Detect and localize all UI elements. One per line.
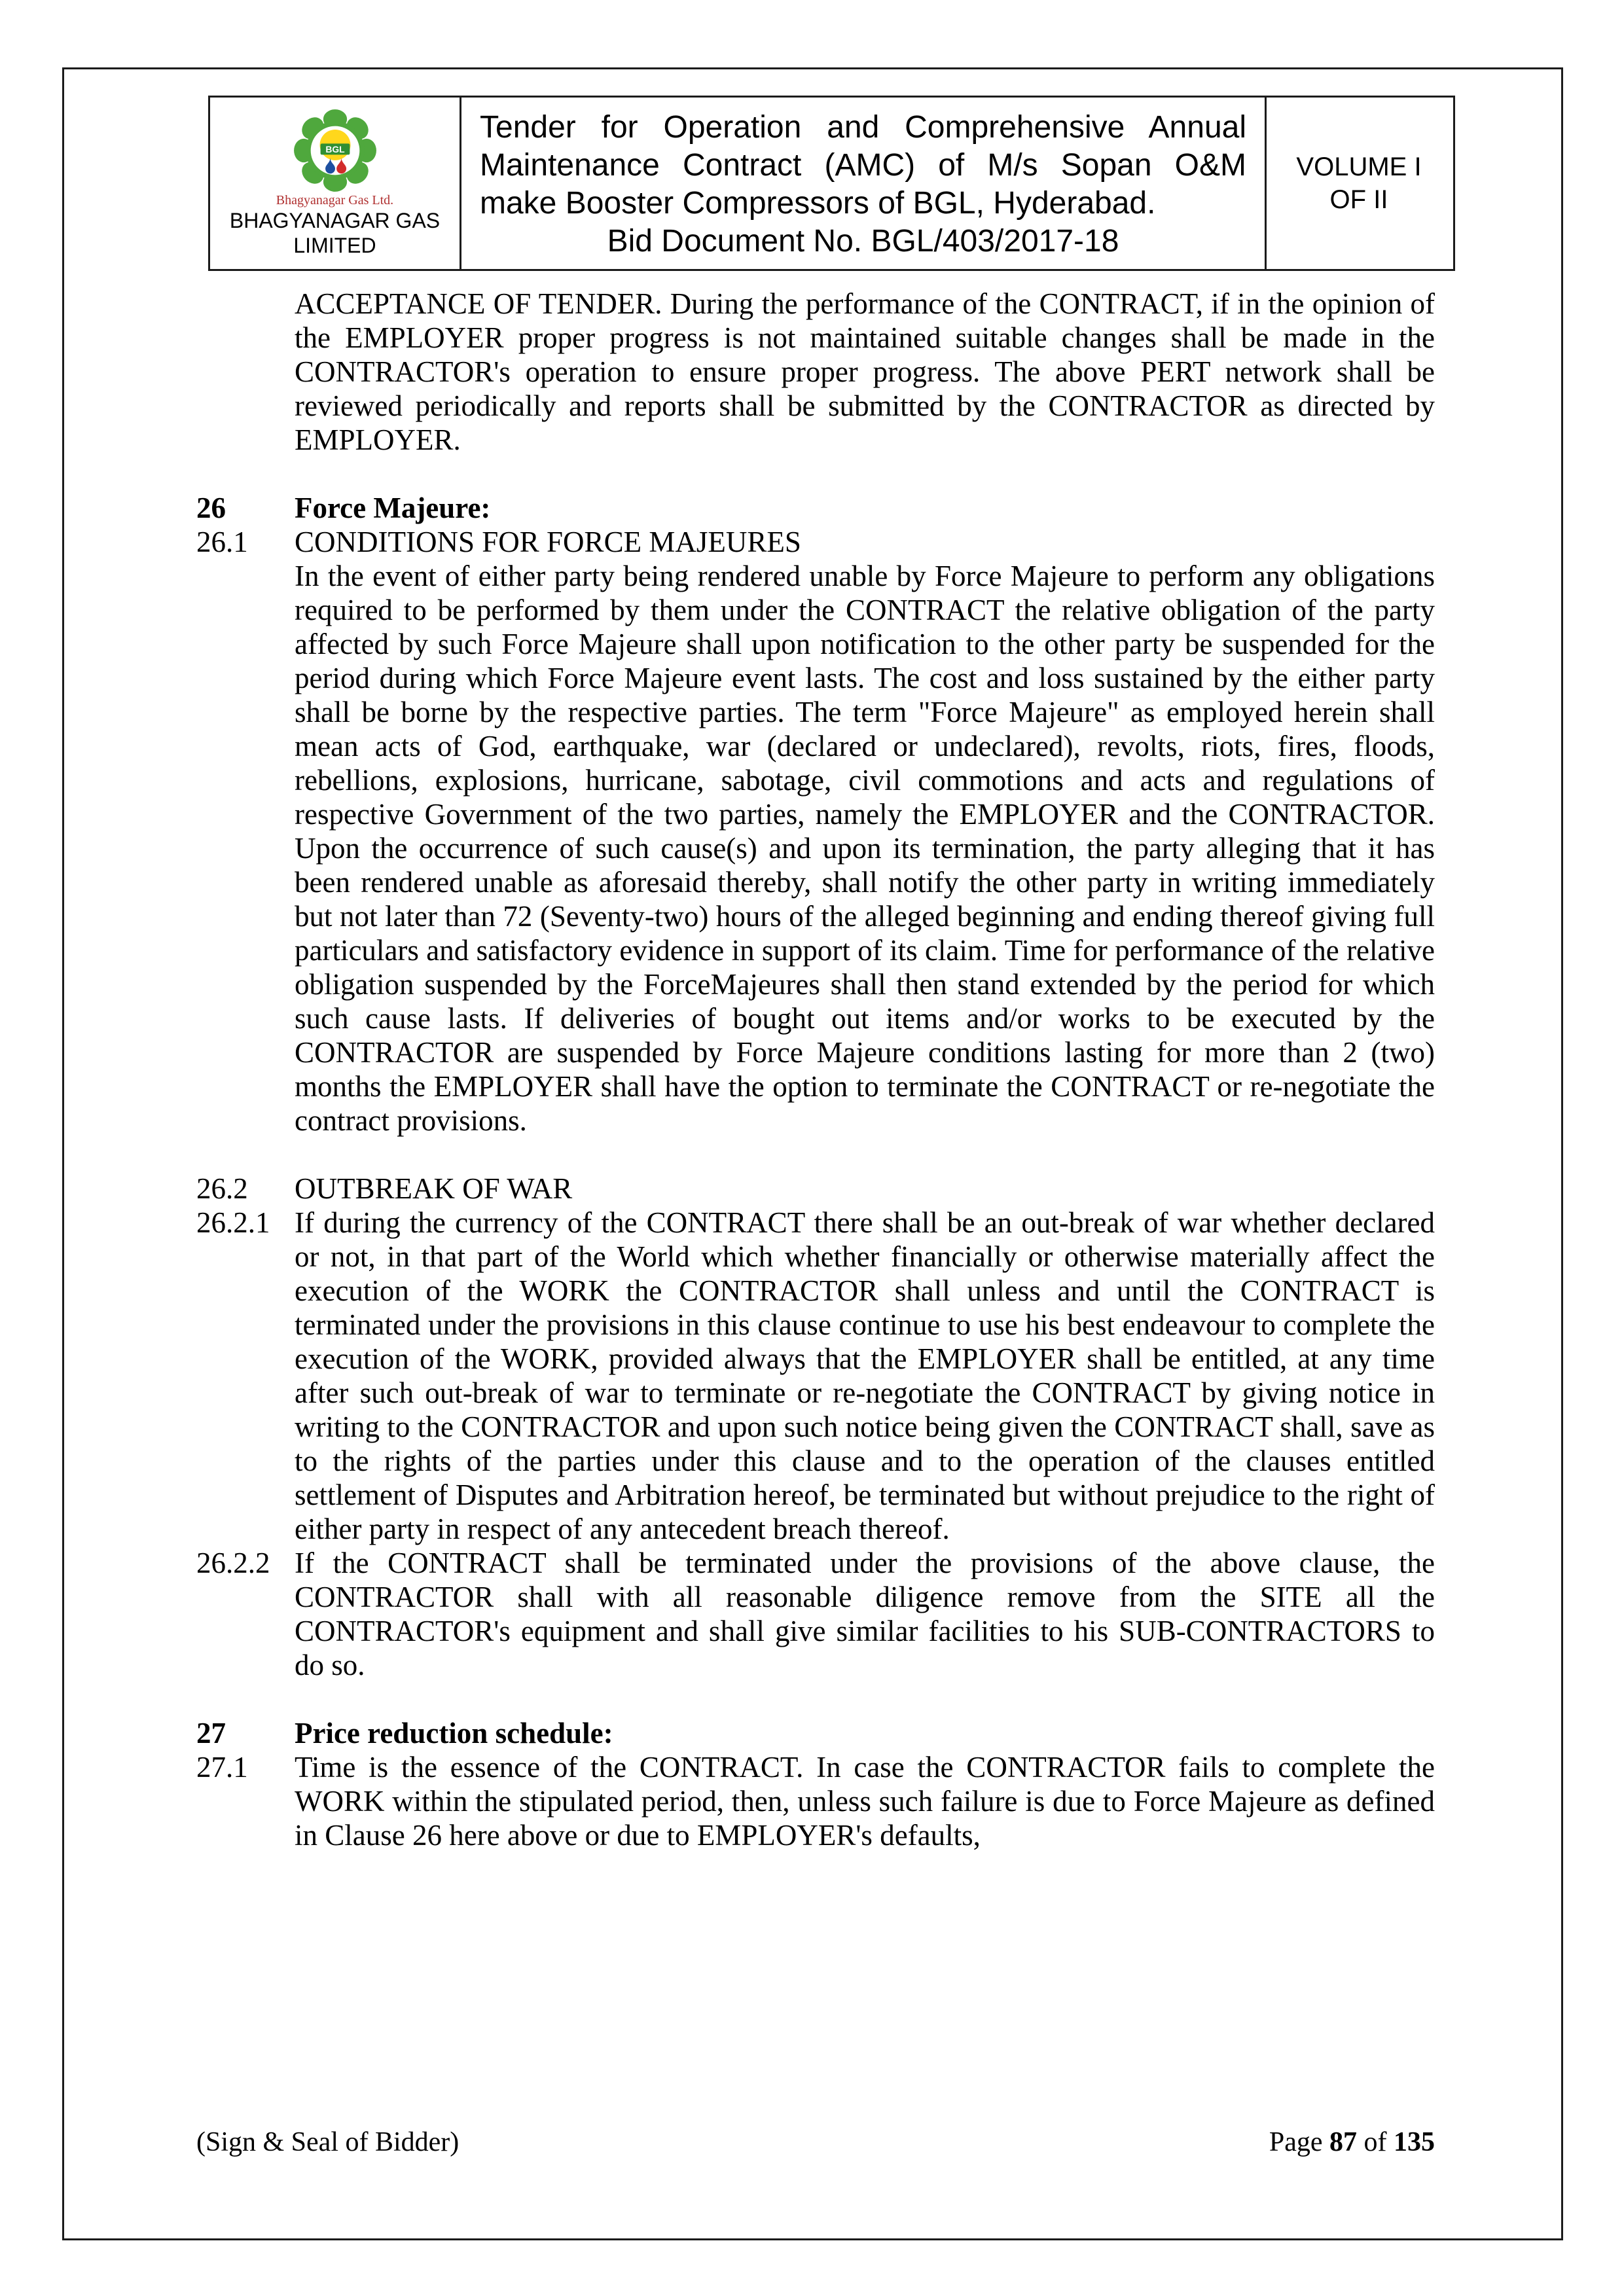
clause-26-1-text: In the event of either party being rendered unable by Force Majeure to perform any obligations required to be performed by them under the CONTRACT the relative obligation of the party affected by such Force Majeure shall upon notification to the other party be suspended for the period during which Force Majeure event lasts. The cost and loss sustained by the either party shall be borne by the respective parties. The term "Force Majeure" as employed herein shall mean acts of God, earthquake, war (declared or undeclared), revolts, riots, fires, floods, rebellions, explosions, hurricane, sabotage, civil commotions and acts and regulations of respective Government of the two parties, namely the EMPLOYER and the CONTRACTOR. Upon the occurrence of such cause(s) and upon its termination, the party alleging that it has been rendered unable as aforesaid thereby, shall notify the other party in writing immediately but not later than 72 (Seventy-two) hours of the alleged beginning and ending thereof giving full particulars and satisfactory evidence in support of its claim. Time for performance of the relative obligation suspended by the ForceMajeures shall then stand extended by the period for which such cause lasts. If deliveries of bought out items and/or works to be executed by the CONTRACTOR are suspended by Force Majeure conditions lasting for more than 2 (two) months the EMPLOYER shall have the option to terminate the CONTRACT or re-negotiate the contract provisions. bbox=[295, 560, 1435, 1137]
clause-26-1-heading bbox=[196, 525, 1435, 559]
clause-26-2-2 bbox=[196, 1546, 1435, 1682]
bgl-logo-icon bbox=[293, 109, 377, 192]
tender-title-line3: make Booster Compressors of BGL, Hyderabad. bbox=[480, 186, 1156, 221]
clause-26-2-2-number: 26.2.2 bbox=[196, 1547, 270, 1579]
sign-seal-note: (Sign & Seal of Bidder) bbox=[196, 2127, 460, 2157]
clause-26-2-number: 26.2 bbox=[196, 1172, 248, 1205]
clause-27-1-text: Time is the essence of the CONTRACT. In case the CONTRACTOR fails to complete the WORK within the stipulated period, then, unless such failure is due to Force Majeure as defined in Clause 26 here above or due to EMPLOYER's defaults, bbox=[295, 1751, 1435, 1852]
clause-26-2-1 bbox=[196, 1206, 1435, 1546]
page-label: Page bbox=[1269, 2127, 1329, 2157]
clause-26-2-1-number: 26.2.1 bbox=[196, 1206, 270, 1239]
clause-26-2-1-text: If during the currency of the CONTRACT there shall be an out-break of war whether declared or not, in that part of the World which whether financially or otherwise materially affect the execution of the WORK the CONTRACTOR shall unless and until the CONTRACT is terminated under the provisions in this clause continue to use his best endeavour to complete the execution of the WORK, provided always that the EMPLOYER shall be entitled, at any time after such out-break of war to terminate or re-negotiate the CONTRACT by giving notice in writing to the CONTRACTOR and upon such notice being given the CONTRACT shall, save as to the rights of the parties under this clause and to the operation of the clauses entitled settlement of Disputes and Arbitration hereof, be terminated but without prejudice to the right of either party in respect of any antecedent breach thereof. bbox=[295, 1206, 1435, 1545]
document-header bbox=[208, 96, 1455, 271]
clause-26-2-title: OUTBREAK OF WAR bbox=[295, 1172, 573, 1205]
page-number-indicator bbox=[1269, 2126, 1435, 2159]
page-footer bbox=[196, 2126, 1435, 2159]
clause-27-1 bbox=[196, 1750, 1435, 1852]
clause-26-1-title: CONDITIONS FOR FORCE MAJEURES bbox=[295, 526, 801, 558]
clause-26-1-number: 26.1 bbox=[196, 526, 248, 558]
section-26-number: 26 bbox=[196, 492, 226, 524]
logo-cell bbox=[210, 98, 461, 269]
page-of-label: of bbox=[1357, 2127, 1394, 2157]
company-name-line2: LIMITED bbox=[293, 234, 376, 257]
page-total: 135 bbox=[1394, 2127, 1435, 2157]
tender-title-line1: Tender for Operation and Comprehensive Annual bbox=[480, 110, 1246, 145]
clause-26-2-2-text: If the CONTRACT shall be terminated under the provisions of the above clause, the CONTRACTOR shall with all reasonable diligence remove from the SITE all the CONTRACTOR's equipment and shall give similar facilities to his SUB-CONTRACTORS to do so. bbox=[295, 1547, 1435, 1681]
section-26-heading bbox=[196, 491, 1435, 525]
volume-line2: OF II bbox=[1329, 185, 1388, 214]
company-name-line1: BHAGYANAGAR GAS bbox=[229, 209, 441, 232]
section-26-title: Force Majeure: bbox=[295, 492, 491, 524]
section-27-number: 27 bbox=[196, 1717, 226, 1749]
section-27-title: Price reduction schedule: bbox=[295, 1717, 613, 1749]
document-body bbox=[196, 287, 1435, 1852]
logo-tagline: Bhagyanagar Gas Ltd. bbox=[276, 193, 394, 207]
clause-26-2-heading bbox=[196, 1172, 1435, 1206]
tender-title-cell bbox=[461, 98, 1267, 269]
volume-cell bbox=[1267, 98, 1451, 269]
page-current: 87 bbox=[1329, 2127, 1357, 2157]
section-27-heading bbox=[196, 1716, 1435, 1750]
paragraph-acceptance-of-tender: ACCEPTANCE OF TENDER. During the performance of the CONTRACT, if in the opinion of the EMPLOYER proper progress is not maintained suitable changes shall be made in the CONTRACTOR's operation to ensure proper progress. The above PERT network shall be reviewed periodically and reports shall be submitted by the CONTRACTOR as directed by EMPLOYER. bbox=[295, 287, 1435, 456]
bid-document-number: Bid Document No. BGL/403/2017-18 bbox=[607, 224, 1119, 259]
tender-title-line2: Maintenance Contract (AMC) of M/s Sopan O&M bbox=[480, 148, 1246, 183]
logo-acronym: BGL bbox=[325, 144, 345, 155]
volume-line1: VOLUME I bbox=[1296, 152, 1422, 181]
clause-27-1-number: 27.1 bbox=[196, 1751, 248, 1784]
